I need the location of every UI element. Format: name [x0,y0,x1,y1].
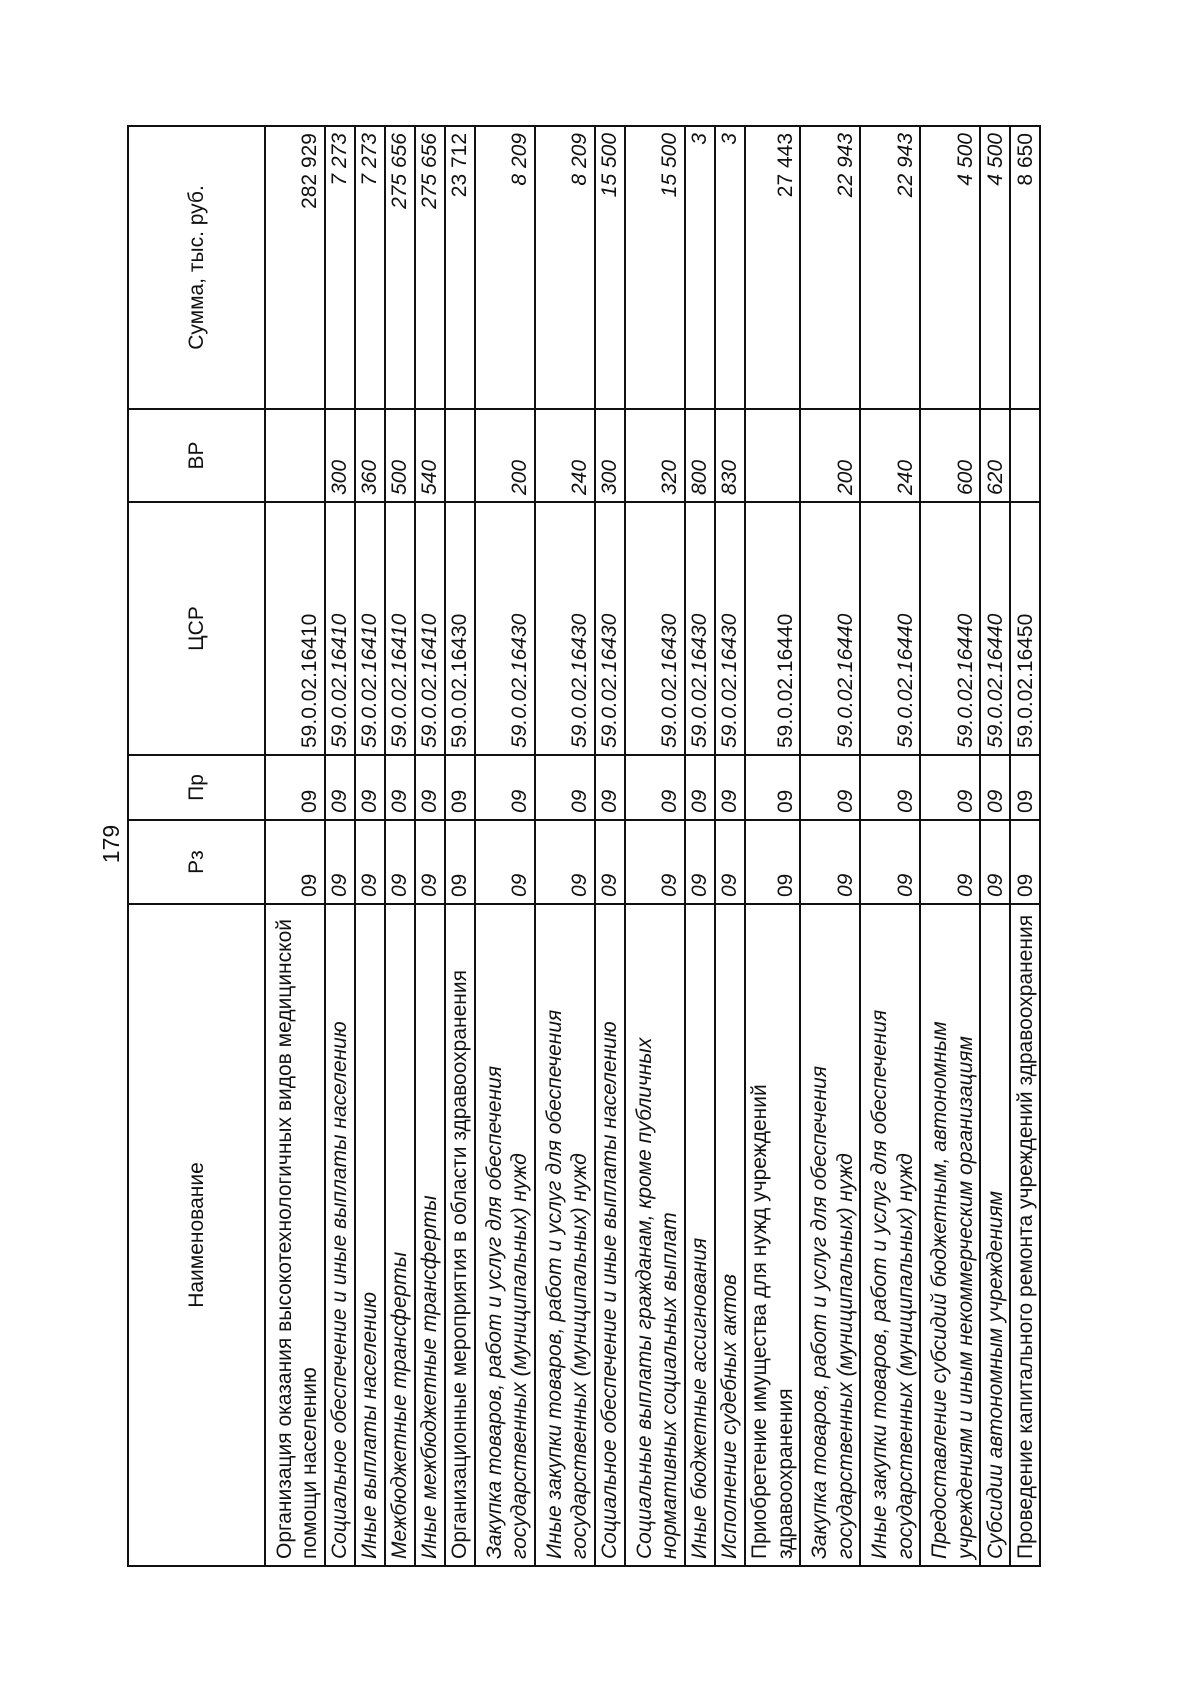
table-row [715,126,745,1566]
row-pr: 09 [860,755,920,820]
row-csr: 59.0.02.16430 [715,502,745,755]
row-pr: 09 [715,755,745,820]
row-vr [265,409,325,502]
row-name: Исполнение судебных актов [715,904,745,1566]
table-row [685,126,715,1566]
row-sum: 3 [715,126,745,409]
row-csr: 59.0.02.16410 [325,502,355,755]
row-sum: 7 273 [325,126,355,409]
row-sum: 3 [685,126,715,409]
row-sum: 22 943 [860,126,920,409]
row-pr: 09 [415,755,445,820]
row-pr: 09 [385,755,415,820]
row-pr: 09 [800,755,860,820]
row-pr: 09 [625,755,685,820]
row-sum: 15 500 [595,126,625,409]
row-vr: 800 [685,409,715,502]
header-sum: Сумма, тыс. руб. [128,126,265,409]
row-vr: 540 [415,409,445,502]
row-rz: 09 [860,820,920,904]
row-sum: 8 650 [1010,126,1040,409]
table-row [385,126,415,1566]
row-name: Иные межбюджетные трансферты [415,904,445,1566]
table-row [860,126,920,1566]
table-row [920,126,980,1566]
row-pr: 09 [355,755,385,820]
row-csr: 59.0.02.16430 [595,502,625,755]
row-sum: 15 500 [625,126,685,409]
row-csr: 59.0.02.16410 [265,502,325,755]
table-row [475,126,535,1566]
row-pr: 09 [745,755,800,820]
table-row [980,126,1010,1566]
row-name: Иные бюджетные ассигнования [685,904,715,1566]
row-sum: 275 656 [385,126,415,409]
header-rz: Рз [128,820,265,904]
row-pr: 09 [325,755,355,820]
row-pr: 09 [265,755,325,820]
row-vr: 200 [475,409,535,502]
row-csr: 59.0.02.16430 [445,502,475,755]
table-row [800,126,860,1566]
row-name: Закупка товаров, работ и услуг для обеспечения государственных (муниципальных) нужд [475,904,535,1566]
header-name: Наименование [128,904,265,1566]
row-csr: 59.0.02.16450 [1010,502,1040,755]
row-sum: 7 273 [355,126,385,409]
row-pr: 09 [475,755,535,820]
row-name: Иные закупки товаров, работ и услуг для обеспечения государственных (муниципальных) нужд [860,904,920,1566]
table-row [595,126,625,1566]
budget-table [127,125,1041,1567]
row-vr [1010,409,1040,502]
row-vr: 240 [535,409,595,502]
row-name: Предоставление субсидий бюджетным, автономным учреждениям и иным некоммерческим организациям [920,904,980,1566]
row-rz: 09 [535,820,595,904]
header-csr: ЦСР [128,502,265,755]
row-rz: 09 [265,820,325,904]
row-name: Приобретение имущества для нужд учреждений здравоохранения [745,904,800,1566]
row-sum: 27 443 [745,126,800,409]
row-vr: 620 [980,409,1010,502]
table-row [625,126,685,1566]
row-vr: 320 [625,409,685,502]
row-vr: 500 [385,409,415,502]
row-pr: 09 [535,755,595,820]
row-pr: 09 [980,755,1010,820]
row-sum: 282 929 [265,126,325,409]
row-vr: 300 [595,409,625,502]
row-rz: 09 [595,820,625,904]
page-number: 179 [98,824,124,864]
table-row [265,126,325,1566]
row-csr: 59.0.02.16430 [475,502,535,755]
row-csr: 59.0.02.16410 [385,502,415,755]
row-rz: 09 [325,820,355,904]
table-header-row [128,126,265,1566]
row-vr: 200 [800,409,860,502]
row-name: Социальные выплаты гражданам, кроме публичных нормативных социальных выплат [625,904,685,1566]
row-name: Социальное обеспечение и иные выплаты населению [325,904,355,1566]
row-rz: 09 [685,820,715,904]
row-csr: 59.0.02.16440 [800,502,860,755]
row-rz: 09 [415,820,445,904]
row-rz: 09 [385,820,415,904]
row-sum: 8 209 [475,126,535,409]
row-sum: 22 943 [800,126,860,409]
row-vr: 240 [860,409,920,502]
table-row [535,126,595,1566]
row-rz: 09 [355,820,385,904]
row-name: Иные выплаты населению [355,904,385,1566]
row-vr [445,409,475,502]
row-name: Закупка товаров, работ и услуг для обеспечения государственных (муниципальных) нужд [800,904,860,1566]
row-csr: 59.0.02.16430 [625,502,685,755]
row-sum: 4 500 [980,126,1010,409]
row-csr: 59.0.02.16440 [860,502,920,755]
row-pr: 09 [445,755,475,820]
row-vr: 300 [325,409,355,502]
table-row [445,126,475,1566]
row-pr: 09 [920,755,980,820]
row-name: Иные закупки товаров, работ и услуг для обеспечения государственных (муниципальных) нужд [535,904,595,1566]
table-row [355,126,385,1566]
row-pr: 09 [595,755,625,820]
row-sum: 23 712 [445,126,475,409]
row-sum: 4 500 [920,126,980,409]
row-rz: 09 [715,820,745,904]
row-csr: 59.0.02.16440 [745,502,800,755]
row-pr: 09 [685,755,715,820]
row-name: Социальное обеспечение и иные выплаты населению [595,904,625,1566]
table-row [415,126,445,1566]
row-csr: 59.0.02.16440 [920,502,980,755]
row-rz: 09 [1010,820,1040,904]
row-name: Субсидии автономным учреждениям [980,904,1010,1566]
row-name: Организационные мероприятия в области здравоохранения [445,904,475,1566]
row-csr: 59.0.02.16430 [685,502,715,755]
row-name: Проведение капитального ремонта учреждений здравоохранения [1010,904,1040,1566]
row-name: Организация оказания высокотехнологичных видов медицинской помощи населению [265,904,325,1566]
row-vr [745,409,800,502]
table-row [745,126,800,1566]
table-row [325,126,355,1566]
row-rz: 09 [445,820,475,904]
header-vr: ВР [128,409,265,502]
row-csr: 59.0.02.16410 [415,502,445,755]
row-csr: 59.0.02.16430 [535,502,595,755]
row-pr: 09 [1010,755,1040,820]
row-csr: 59.0.02.16410 [355,502,385,755]
row-csr: 59.0.02.16440 [980,502,1010,755]
header-pr: Пр [128,755,265,820]
row-rz: 09 [980,820,1010,904]
row-rz: 09 [625,820,685,904]
table-row [1010,126,1040,1566]
row-sum: 275 656 [415,126,445,409]
row-rz: 09 [475,820,535,904]
row-vr: 600 [920,409,980,502]
row-name: Межбюджетные трансферты [385,904,415,1566]
row-sum: 8 209 [535,126,595,409]
rotated-table-wrapper [127,127,1037,1567]
row-vr: 360 [355,409,385,502]
row-vr: 830 [715,409,745,502]
row-rz: 09 [745,820,800,904]
row-rz: 09 [920,820,980,904]
row-rz: 09 [800,820,860,904]
